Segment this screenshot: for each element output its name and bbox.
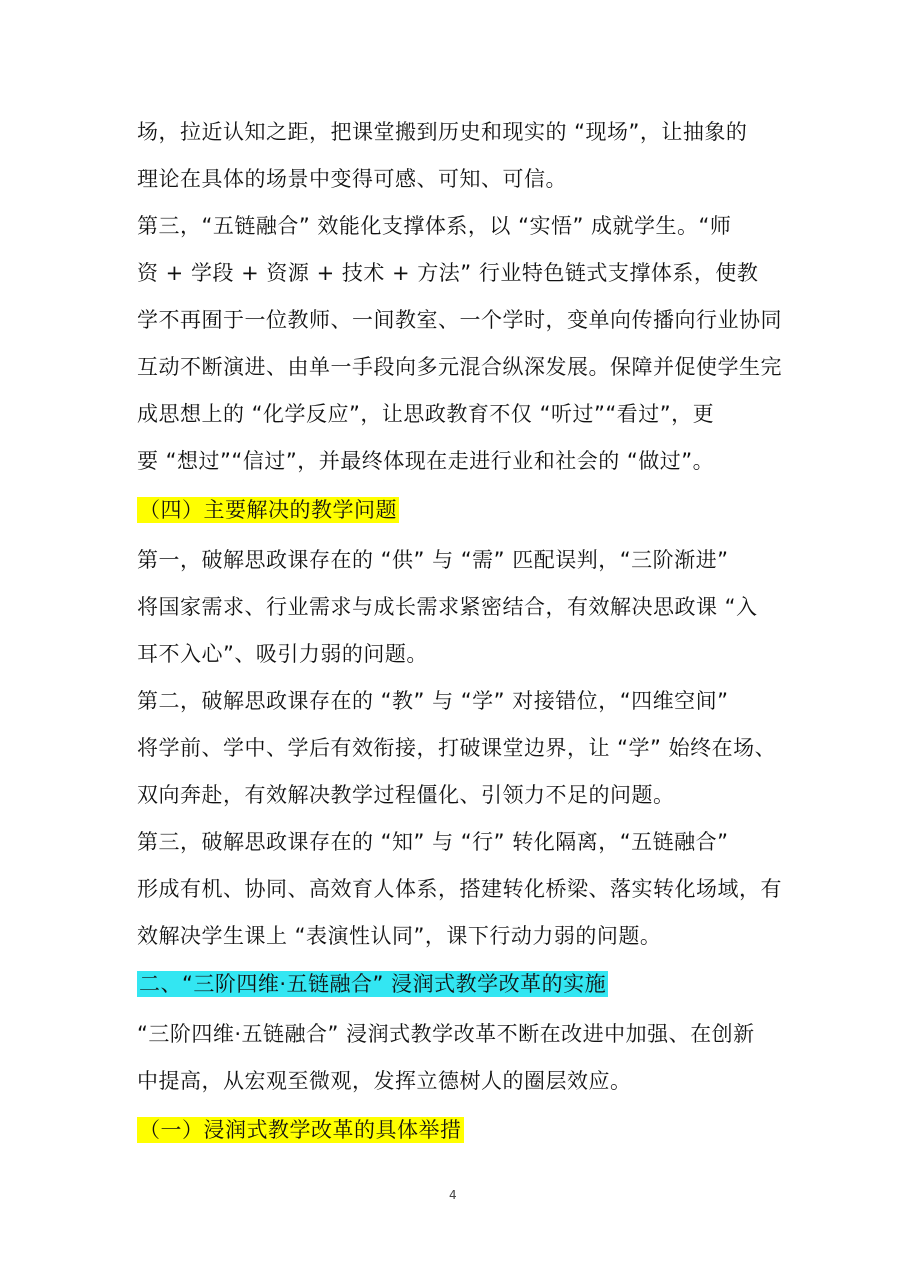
paragraph-line: 资 + 学段 + 资源 + 技术 + 方法” 行业特色链式支撑体系，使教 — [137, 261, 759, 285]
heading-highlight: （一）浸润式教学改革的具体举措 — [139, 1118, 462, 1142]
paragraph-line: 第二，破解思政课存在的 “教” 与 “学” 对接错位，“四维空间” — [137, 689, 729, 713]
paragraph-line: “三阶四维·五链融合” 浸润式教学改革不断在改进中加强、在创新 — [137, 1022, 755, 1046]
heading-highlight: （四）主要解决的教学问题 — [139, 498, 397, 522]
paragraph-line: 效解决学生课上 “表演性认同”，课下行动力弱的问题。 — [137, 924, 662, 948]
paragraph-line: 要 “想过”“信过”，并最终体现在走进行业和社会的 “做过”。 — [137, 449, 715, 473]
paragraph-line: 学不再囿于一位教师、一间教室、一个学时，变单向传播向行业协同 — [137, 308, 782, 332]
paragraph-line: 成思想上的 “化学反应”，让思政教育不仅 “听过”“看过”，更 — [137, 402, 715, 426]
paragraph-line: 双向奔赴，有效解决教学过程僵化、引领力不足的问题。 — [137, 783, 675, 807]
section-heading-one — [137, 1115, 464, 1145]
paragraph-line: 形成有机、协同、高效育人体系，搭建转化桥梁、落实转化场域，有 — [137, 877, 782, 901]
paragraph-line: 理论在具体的场景中变得可感、可知、可信。 — [137, 167, 567, 191]
paragraph-line: 将学前、学中、学后有效衔接，打破课堂边界，让 “学” 始终在场、 — [137, 736, 777, 760]
section-heading-four — [137, 495, 399, 525]
paragraph-line: 第一，破解思政课存在的 “供” 与 “需” 匹配误判，“三阶渐进” — [137, 548, 729, 572]
paragraph-line: 中提高，从宏观至微观，发挥立德树人的圈层效应。 — [137, 1069, 632, 1093]
chapter-heading-two — [137, 969, 608, 999]
paragraph-line: 耳不入心”、吸引力弱的问题。 — [137, 642, 428, 666]
paragraph-line: 将国家需求、行业需求与成长需求紧密结合，有效解决思政课 “入 — [137, 595, 758, 619]
paragraph-line: 第三，破解思政课存在的 “知” 与 “行” 转化隔离，“五链融合” — [137, 830, 729, 854]
paragraph-line: 互动不断演进、由单一手段向多元混合纵深发展。保障并促使学生完 — [137, 355, 782, 379]
heading-highlight: 二、“三阶四维·五链融合” 浸润式教学改革的实施 — [139, 972, 607, 996]
paragraph-line: 场，拉近认知之距，把课堂搬到历史和现实的 “现场”，让抽象的 — [137, 120, 748, 144]
paragraph-line: 第三，“五链融合” 效能化支撑体系，以 “实悟” 成就学生。“师 — [137, 214, 732, 238]
page-number: 4 — [449, 1188, 457, 1202]
